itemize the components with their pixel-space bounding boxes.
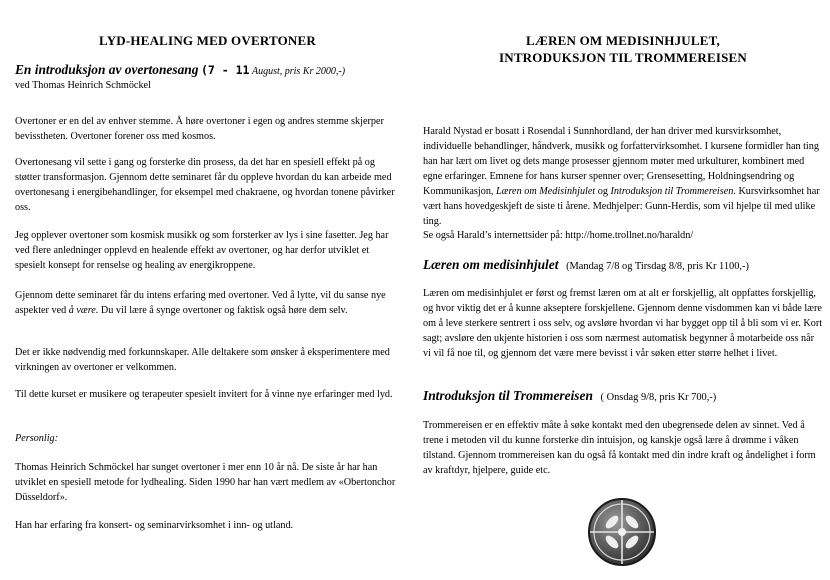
paragraph-3: Jeg opplever overtoner som kosmisk musikk og som forsterker av lys i sine fasetter. Jeg har ved flere anledninger opplevd en healende effekt av overtoner, og har derfor utviklet et spesielt konsept for renselse og healing av energikroppene. bbox=[15, 230, 389, 271]
course-title: En introduksjon av overtonesang bbox=[15, 62, 199, 77]
paragraph-6: Til dette kurset er musikere og terapeuter spesielt invitert for å vinne nye erfaringer med lyd. bbox=[15, 389, 393, 400]
tromme-heading bbox=[423, 388, 823, 405]
paragraph-4: Gjennom dette seminaret får du intens erfaring med overtoner. Ved å lytte, vil du sanse nye aspekter ved å være. Du vil lære å synge overtoner og faktisk også høre dem selv. bbox=[15, 290, 386, 316]
tromme-paragraph: Trommereisen er en effektiv måte å søke kontakt med den ubegrensede delen av sinnet. Ved å trene i metoden vil du kunne forsterke din intuisjon, og kanskje også lære å drømme i våken tilstand. Gjennom trommereisen kan du også få kontakt med din indre kraft og åndelighet i form av kraftdyr, hjelpere, guide etc. bbox=[423, 420, 816, 476]
medisin-heading bbox=[423, 257, 823, 274]
tromme-details: ( Onsdag 9/8, pris Kr 700,-) bbox=[600, 392, 717, 403]
medisin-details: (Mandag 7/8 og Tirsdag 8/8, pris Kr 1100,-) bbox=[566, 261, 749, 272]
byline: ved Thomas Heinrich Schmöckel bbox=[15, 80, 151, 91]
personlig-heading: Personlig: bbox=[15, 433, 59, 444]
website-link-text: Se også Harald’s internettsider på: http://home.trollnet.no/haraldn/ bbox=[423, 230, 694, 241]
tromme-title: Introduksjon til Trommereisen bbox=[423, 388, 593, 403]
medicine-wheel-icon bbox=[586, 494, 658, 570]
course-heading bbox=[15, 62, 400, 79]
paragraph-1: Overtoner er en del av enhver stemme. Å høre overtoner i egen og andres stemme skjerper bevisstheten. Overtoner forener oss med kosmos. bbox=[15, 116, 384, 142]
medisin-paragraph: Læren om medisinhjulet er først og fremst læren om at alt er forskjellig, alt oppfattes forskjellig, og hvor viktig det er å kunne akseptere forskjellene. Gjennom denne visdommen kan vi både lære om å leve sterkere sentrert i oss selv, og avsløre hvordan vi har bygget opp til å bli som vi er. Kort sagt; avsløre den ukjente historien i oss som nærmest automatisk begynner å motarbeide oss når vi vil få noe til, og gjennom det være mere bevisst i vår søken etter større helhet i livet. bbox=[423, 288, 823, 359]
intro-paragraph: Harald Nystad er bosatt i Rosendal i Sunnhordland, der han driver med kursvirksomhet, individuelle behandlinger, håndverk, musikk og forfattervirksomhet. I kursene formidler han ting han har lært om livet og dets mange prosesser gjennom møter med urkulturer, kombinert med egne erfaringer. Emnene for hans kurser spenner over; Grensesetting, Holdningsendring og Kommunikasjon, Læren om Medisinhjulet og Introduksjon til Trommereisen. Kursvirksomhet har vært hans hovedgeskjeft de siste ti årene. Medhjelper: Gunn-Herdis, som vil hjelpe til med ulike ting. bbox=[423, 126, 820, 227]
course-dates: (7 - 11 bbox=[200, 63, 250, 77]
paragraph-5: Det er ikke nødvendig med forkunnskaper. Alle deltakere som ønsker å eksperimentere med virkningen av overtoner er velkommen. bbox=[15, 347, 390, 373]
paragraph-7: Thomas Heinrich Schmöckel har sunget overtoner i mer enn 10 år nå. De siste år har han utviklet en spesiell metode for lydhealing. Siden 1990 har han vært medlem av «Obertonchor Düsseldorf». bbox=[15, 462, 396, 503]
right-title-line2: INTRODUKSJON TIL TROMMEREISEN bbox=[498, 50, 748, 65]
right-title-line1: LÆREN OM MEDISINHJULET, bbox=[526, 33, 720, 48]
course-details: August, pris Kr 2000,-) bbox=[251, 66, 346, 77]
medisin-title: Læren om medisinhjulet bbox=[423, 257, 559, 272]
left-title: LYD-HEALING MED OVERTONER bbox=[99, 33, 316, 48]
paragraph-8: Han har erfaring fra konsert- og seminarvirksomhet i inn- og utland. bbox=[15, 520, 294, 531]
paragraph-2: Overtonesang vil sette i gang og forsterke din prosess, da det har en spesiell effekt på og støtter transformasjon. Gjennom dette seminaret får du oppleve hvordan du kan arbeide med overtonesang i energibehandlinger, for eksempel med chakraene, og hvordan tonene påvirker oss. bbox=[15, 157, 395, 213]
